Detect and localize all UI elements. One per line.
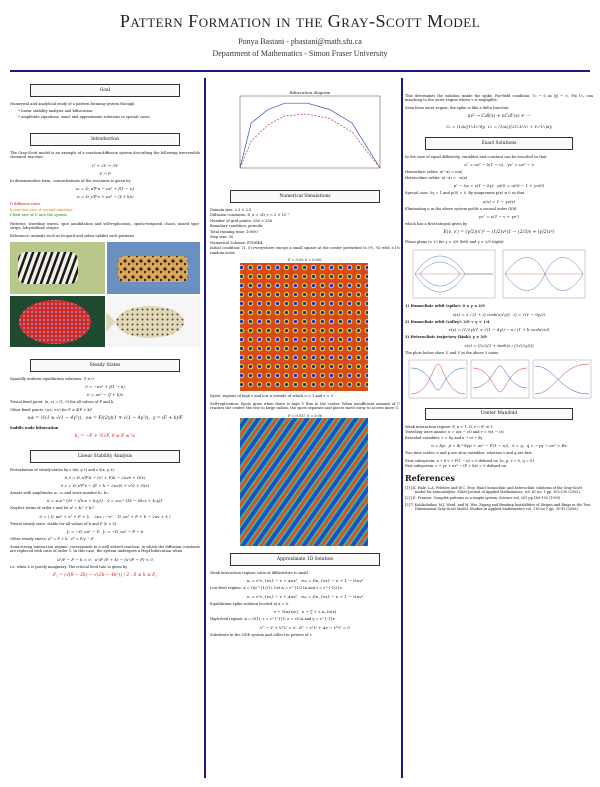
stripe-pattern-image <box>210 418 400 546</box>
equation-v: vₜ = D_v∇²v + uv² − (f + k)v <box>76 194 134 200</box>
boundary-condition: Boundary condition: periodic <box>210 224 264 229</box>
reference-item: [1] J.K. Hale, L.A. Peletier, and W.C. Troy. Exact homoclinic and heteroclinic solutions of the Gray-Scott model for autocatalysis. SIAM Journal of Applied Mathematics, vol. 61 no. 1 pp. 102-130 (2002). <box>405 485 583 495</box>
lsa-jacobian: J₁ = −D_ua² − F, J₂ = −D_va² − F − k <box>66 529 144 535</box>
low-feed-equations: vₜ = ε²v_{xx} − v + Auv², τuₜ = Du_{xx} − u + 1 − ¼uv² <box>246 593 364 599</box>
rescaled-text: Rescaled variables: c = δγ and x → ct + δy <box>405 435 483 440</box>
fixed-point-formula: u± = ½(1 ± √(1 − 4γ²)), v± = F/(2γ)(1 ∓ √(1 − 4γ²)), γ = (F + k)/F <box>27 416 183 422</box>
poster-affiliation: Department of Mathematics - Simon Fraser University <box>212 48 388 58</box>
slow-subsystem-text: Slow subsystem: u + δ v + F(1 − u) = 0 defined on {u, p, v = 0, q = 0} <box>405 458 535 463</box>
patterns-text: Patterns: traveling waves, spot annihilation and self-replication, spatio-temporal chaos, mixed spot-stripe, labyrinthine stripes <box>10 221 200 231</box>
self-replication-text: Self-replication: Spots grow when there is high U flux to the center. When insufficient amount of U reaches the center, the rise to large radius, the spots separate and pieces move away to access more U. <box>210 401 400 411</box>
section-title-exact-solutions: Exact Solutions <box>425 137 573 150</box>
weak-equations: uₜ = ε²v_{xx} − v + Auv², τuₜ = Du_{xx} − u + 1 − ¼uv² <box>246 578 364 584</box>
high-feed-equations: V″ − V + V²U = 0, D″ − ε²U + Av − V²U = 0 <box>260 624 350 630</box>
homoclinic-text: Homoclinic orbits: u(−x) = u(x) <box>405 170 463 175</box>
equilibrium-equation: v ~ ¼w(x/ε), u ~ ζ + ε uₒ ln(x) <box>273 609 337 615</box>
fast-subsystem-text: Fast subsystem: v + γv + uv² − (F + k)v = 0 defined on <box>405 464 506 469</box>
initial-condition: Initial condition: (1, 0) everywhere except a small square at the center perturbed to (½, ¼) with ±1% random noise <box>210 246 400 255</box>
solution-plots <box>405 358 593 400</box>
relevance-text: Relevance: animals such as leopard and zebra exhibit such patterns <box>10 233 135 238</box>
legend-diffusion: D diffusion rates <box>10 202 41 207</box>
steady-equation-2: 0 = uv² − (f + k)v <box>87 392 123 398</box>
intro-text: The Gray-Scott model is an example of a reaction-diffusion system describing the following irreversible chemical reaction: <box>10 150 200 160</box>
orbit-3-text: 3) Heteroclinic trajectory (kink): γ = 2/9 <box>405 335 487 340</box>
lsa-equation-1: ū_t = D_u∇²ū − (v² + F)ū − 2uvv̄ + O(ε) <box>64 474 146 480</box>
lsa-text-5: Other steady states: u* = F + k, v* = F/γ − F <box>10 537 94 542</box>
lsa-text-3: Neglect terms of order ε and let a² = k₁² + k₂²: <box>10 506 96 511</box>
step-size: Step size: 30 <box>210 235 234 240</box>
diffusion-constants: Diffusion constants: D_u = 2D_v = 2 × 10⁻⁵ <box>210 213 290 218</box>
lsa-text: Perturbation of steady-states by ε ū(x, y, t) and ε v̄(x, y, t): <box>10 467 115 472</box>
orbit-1-text: 1) Homoclinic orbit (spike): 0 ≤ γ ≤ 2/9 <box>405 304 485 309</box>
domain-size: Domain size: 2.5 × 2.5 <box>210 207 252 212</box>
other-fixed-points: Other fixed points: (u±, v±) for F ≥ 4(F + k)² <box>10 407 93 412</box>
orbit-2-text: 2) Homoclinic orbit (valley): 2/9 < γ < 1/4 <box>405 319 490 324</box>
two-time-scales-text: Two time scales: u and p are slow variables, whereas v and q are fast. <box>405 451 533 456</box>
section-title-introduction: Introduction <box>30 133 180 146</box>
semi-strong-text: Semi-strong interaction regime: corresponds to a well-stirred reaction, in which the diffusion constants are replaced with ratio of order 1. In this case, the system undergoes a Hopf bifurcation when <box>10 544 200 554</box>
equation-u: uₜ = D_u∇²u − uv² + f(1 − u) <box>75 186 135 192</box>
eliminating-text: Eliminating u in the above system yields a second order ODE <box>405 206 517 211</box>
reaction-1: U + 2V → 3V <box>91 162 119 168</box>
grid-points: Number of grid points: 256 × 256 <box>210 218 272 223</box>
phase-plane-plots <box>405 248 593 300</box>
spots-text: Spots: regions of high v and low u outside of which u ≈ 1 and v ≈ 0 <box>210 394 333 399</box>
lsa-equation-2: v̄_t = D_v∇²v̄ − (F + k − 2uv)v̄ + v²ū + O(ε) <box>60 482 150 488</box>
substitute-text: Substitute in the ODE system and collect in powers of ε <box>210 632 312 637</box>
header-rule <box>10 70 590 72</box>
saddle-title: Saddle node bifurcation <box>10 425 59 430</box>
references-title: References <box>405 472 455 483</box>
section-title-approximate-1d: Approximate 1D Solution <box>230 553 380 566</box>
weak-regime-text: Weak interaction regime: ratio of diffusivities is small <box>210 570 308 575</box>
lsa-determinant: 0 = | D_ua² + v² + F + λ 2uv ; −v² D_va² + F + k − 2uv + λ | <box>39 513 171 519</box>
saddle-equation: k꜀ = −F + ½√F, 0 ≤ F ≤ ¼ <box>74 434 136 440</box>
section-title-goal: Goal <box>30 84 180 97</box>
hopf-equation: u²/F − F − k = 0, u²/F (F + k) − (u²/F − F) < 0 <box>57 556 153 562</box>
delta-function-equation: uv² → C₀δ(x) + εC₁δ′(x) + ··· <box>467 114 531 120</box>
exact-text: In the case of equal diffusivity, variables and constant can be rescaled so that <box>405 154 547 159</box>
poster-header <box>0 10 600 59</box>
column-divider-2 <box>401 78 403 778</box>
lsa-ansatz: ū = u₀e^{λt − i(k₁x + k₂y)}, v̄ = v₀e^{λt − i(k₁x + k₂y)} <box>47 498 163 504</box>
legend-feed: f feed rate of U into the system <box>10 213 67 218</box>
equilibrium-text: Equilibrium spike solution located at x = 0. <box>210 601 290 606</box>
reference-item: [2] J.E. Pearson. Complex patterns in a simple system. Science vol. 261 pp.189-192 (1993) <box>405 496 561 501</box>
manifold-equations: u̇ = δp, ṗ = δ(−δγp + uv² − F(1 − u)), v̇ = q, q̇ = −γq − uv² + Bv <box>431 443 567 449</box>
heteroclinic-text: Heteroclinic orbits: u(−x) = −u(x) <box>405 175 468 180</box>
column-2 <box>210 78 400 640</box>
orbit-2-equation: v(x) = (1/2γ)(1 ± √(1 − 4γ)) − a / (1 + b cosh(cx)) <box>448 327 550 333</box>
critical-feed-equation: F꜀ = (√(8 − 2k) − √(2k − 4k²)) / 2 , 0 ≤ k ≤ F꜀ <box>53 573 157 579</box>
column-divider-1 <box>204 78 206 778</box>
numerical-scheme: Numerical Scheme: ETDRK4 <box>210 240 263 245</box>
goal-bullet: • linear stability analysis and bifurcation <box>10 109 200 113</box>
special-case-text: Special case: λγ = 1 and p(0) = 0. By uniqueness p(x) ≡ 0 so that <box>405 191 525 196</box>
c0-c1-equation: C₀ = (1/A)∫U₀V₀²dy, C₁ = (1/A)∫(2U₀V₀V₁ + V₀²U₁)dy <box>446 124 552 130</box>
animal-collage-image <box>10 242 200 347</box>
traveling-wave-text: Traveling wave ansatz: u = u(x − ct) and v = v(x − ct) <box>405 430 504 435</box>
pattern-1-label: F = 0.03, k = 0.062 <box>288 258 322 263</box>
plots-below-text: The plots below show U and V in the above 3 cases. <box>405 350 500 355</box>
legend-reaction: k reaction rate of second equation <box>10 207 73 212</box>
p-equations: p″ − λp = v(1 − λγ), p(0) = u(0) − 1 + γv(0) <box>453 183 545 189</box>
first-integral: E(v, v′) = (γ/2)(v′)² − (1/2)v²(1 − (2/3)v + (γ/2)v²) <box>443 230 555 236</box>
column-1 <box>10 78 200 583</box>
animal-photos <box>10 242 200 347</box>
intro-text-2: In dimensionless form, concentrations of the reactants is given by <box>10 178 131 183</box>
phase-plane-text: Phase plane (v, v′) for γ < 2/9 (left) and γ > 2/9 (right) <box>405 240 504 245</box>
column-3 <box>405 78 593 513</box>
spot-pattern-image <box>210 263 400 391</box>
chart-title: Bifurcation diagram <box>289 90 331 95</box>
steady-equation-1: 0 = −uv² + f(1 − u) <box>85 384 125 390</box>
spike-determines: This determines the solution inside the spike. Far-field condition: V₀ → 0 as |y| → ∞. Fix U₀, can matching to the outer region where v is negligible. <box>405 94 593 103</box>
section-title-numerical-simulations: Numerical Simulations <box>230 190 380 203</box>
low-feed-text: Low-feed regime: A = O(ε^{1/2}). Let A = ε^{1/2}A and τ = ε^{-1/2}ν. <box>210 586 344 591</box>
goal-bullet: • amplitude equations, exact and approximate solutions in special cases <box>10 115 200 119</box>
outer-region-text: Seen from outer region, the spike is like a delta function: <box>405 105 510 110</box>
poster-title: Pattern Formation in the Gray-Scott Model <box>119 11 481 31</box>
orbit-1-equation: v(x) = 3 / (1 + Q cosh(x/√γ)), Q = √(1 − 9γ/2) <box>452 311 546 317</box>
lsa-text-2: Ansatz with amplitudes u₀, v₀ and wave number k₁, k₂: <box>10 490 109 495</box>
weak-interaction-text: Weak interaction regime: D_u = 1, D_v = δ² ≪ 1 <box>405 425 494 429</box>
bifurcation-chart <box>210 88 400 183</box>
poster-authors: Ponya Bastani - pbastani@math.sfu.ca <box>238 36 362 46</box>
running-time: Total running time: 10000 <box>210 229 258 234</box>
high-feed-text: High-feed regime: A = O(1). τ = ε^{-1}V, u = εU/A and y = ε^{-1}x <box>210 617 335 622</box>
second-order-ode: γv″ = v(1 − v + γv²) <box>478 214 520 219</box>
special-case-equation: u(x) = 1 − γv(x) <box>482 198 516 204</box>
semi-strong-text-2: i.e. when λ is purely imaginary. The critical feed rate is given by <box>10 564 128 569</box>
goal-text: Numerical and analytical study of a pattern forming system through <box>10 101 135 106</box>
steady-text: Spatially uniform equilibrium solutions: ∇ ≡ 0. <box>10 376 95 381</box>
pattern-2-label: F = 0.037, k = 0.06 <box>288 413 322 418</box>
section-title-center-manifold: Center Manifold <box>425 408 573 421</box>
rescale-equations: u″ = uv² − λ(1 − u), γv″ = uv² − v <box>464 162 534 168</box>
reaction-2: V → P <box>99 170 111 176</box>
reference-item: [3] T. Kolokolnikov, M.J. Ward, and M. Wei. Zigzag and Breakup Instabilities of Stripes and Rings in the Two-Dimensional Gray-Scott Model. Studies in Applied Mathematics vol. 116 no 1 pp. 35-95 (2006) <box>405 502 592 511</box>
lsa-text-4: Trivial steady state: stable for all values of k and F (λ < 0) <box>10 521 117 526</box>
orbit-3-equation: v(x) = (3/2)(1 + tanh(x / (2√(2γ)))) <box>464 342 534 348</box>
trivial-fixed-point: Trivial fixed point: (u, v) = (1, 0) for all values of F and k <box>10 400 114 405</box>
integral-text: which has a first integral given by <box>405 222 468 226</box>
section-title-steady-states: Steady States <box>30 359 180 372</box>
section-title-linear-stability: Linear Stability Analysis <box>30 450 180 463</box>
